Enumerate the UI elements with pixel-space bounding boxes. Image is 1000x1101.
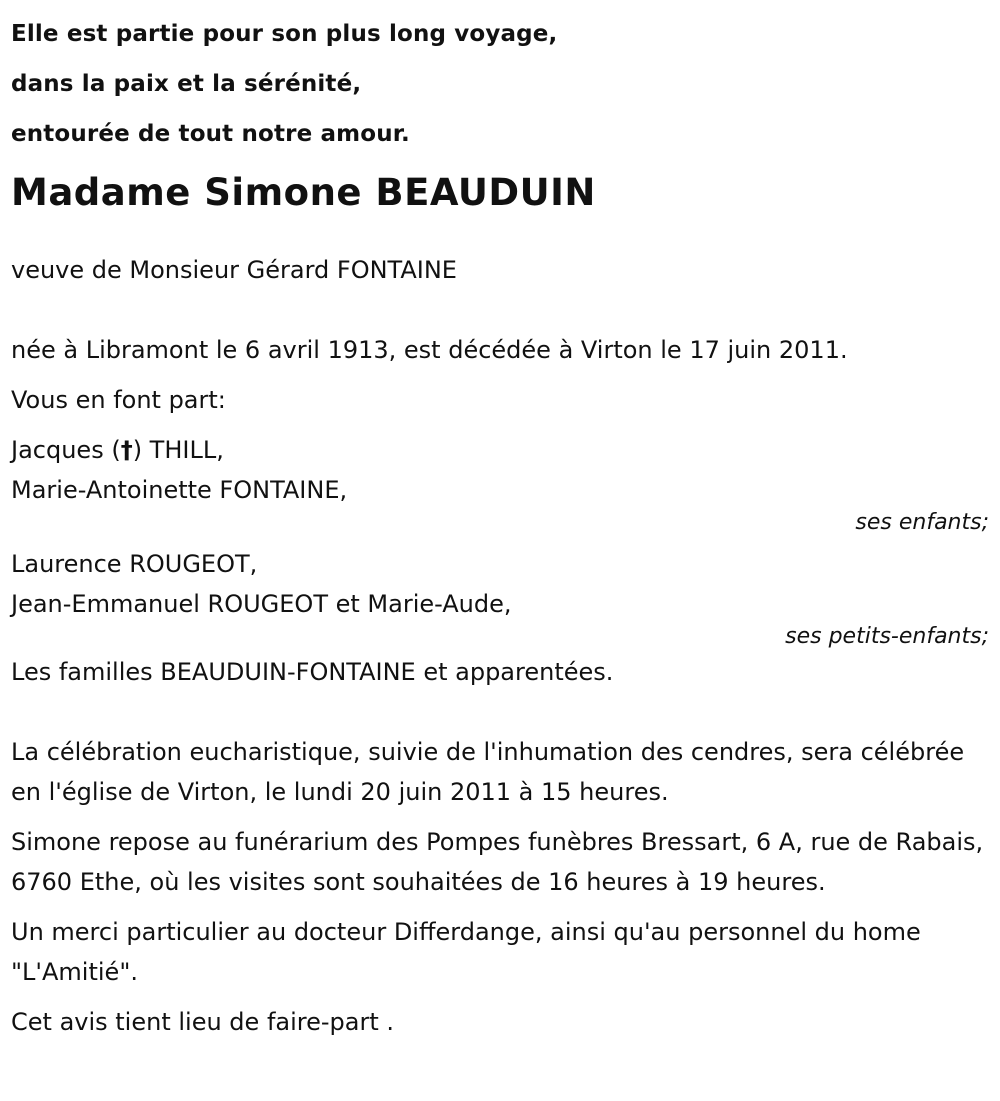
- intro-line-2: dans la paix et la sérénité,: [11, 71, 362, 97]
- grandchildren-group: [11, 544, 990, 648]
- deceased-name: Madame Simone BEAUDUIN: [11, 171, 596, 214]
- grandchild-member-1: Laurence ROUGEOT,: [11, 550, 258, 578]
- children-group: [11, 430, 990, 534]
- intro-verse: [11, 0, 990, 159]
- families-line: Les familles BEAUDUIN-FONTAINE et apparentées.: [11, 658, 614, 686]
- thanks-paragraph: Un merci particulier au docteur Differdange, ainsi qu'au personnel du home "L'Amitié".: [11, 918, 921, 986]
- intro-line-1: Elle est partie pour son plus long voyage,: [11, 21, 558, 47]
- grandchild-member-2: Jean-Emmanuel ROUGEOT et Marie-Aude,: [11, 590, 512, 618]
- closing-paragraph: Cet avis tient lieu de faire-part .: [11, 1008, 395, 1036]
- viewing-paragraph: Simone repose au funérarium des Pompes funèbres Bressart, 6 A, rue de Rabais, 6760 Ethe, où les visites sont souhaitées de 16 heures à 19 heures.: [11, 828, 984, 896]
- ceremony-paragraph: La célébration eucharistique, suivie de l'inhumation des cendres, sera célébrée en l'église de Virton, le lundi 20 juin 2011 à 15 heures.: [11, 738, 965, 806]
- announcement-label: Vous en font part:: [11, 386, 226, 414]
- grandchildren-role-label: ses petits-enfants;: [785, 624, 989, 649]
- children-role-label: ses enfants;: [855, 510, 989, 535]
- intro-line-3: entourée de tout notre amour.: [11, 121, 410, 147]
- child-member-1-prefix: Jacques (: [11, 436, 121, 464]
- child-member-1: [11, 430, 990, 470]
- child-member-1-suffix: ) THILL,: [132, 436, 224, 464]
- spouse-line: veuve de Monsieur Gérard FONTAINE: [11, 256, 457, 284]
- birth-death-line: née à Libramont le 6 avril 1913, est décédée à Virton le 17 juin 2011.: [11, 336, 848, 364]
- child-member-2: Marie-Antoinette FONTAINE,: [11, 476, 348, 504]
- cross-icon: †: [120, 436, 133, 464]
